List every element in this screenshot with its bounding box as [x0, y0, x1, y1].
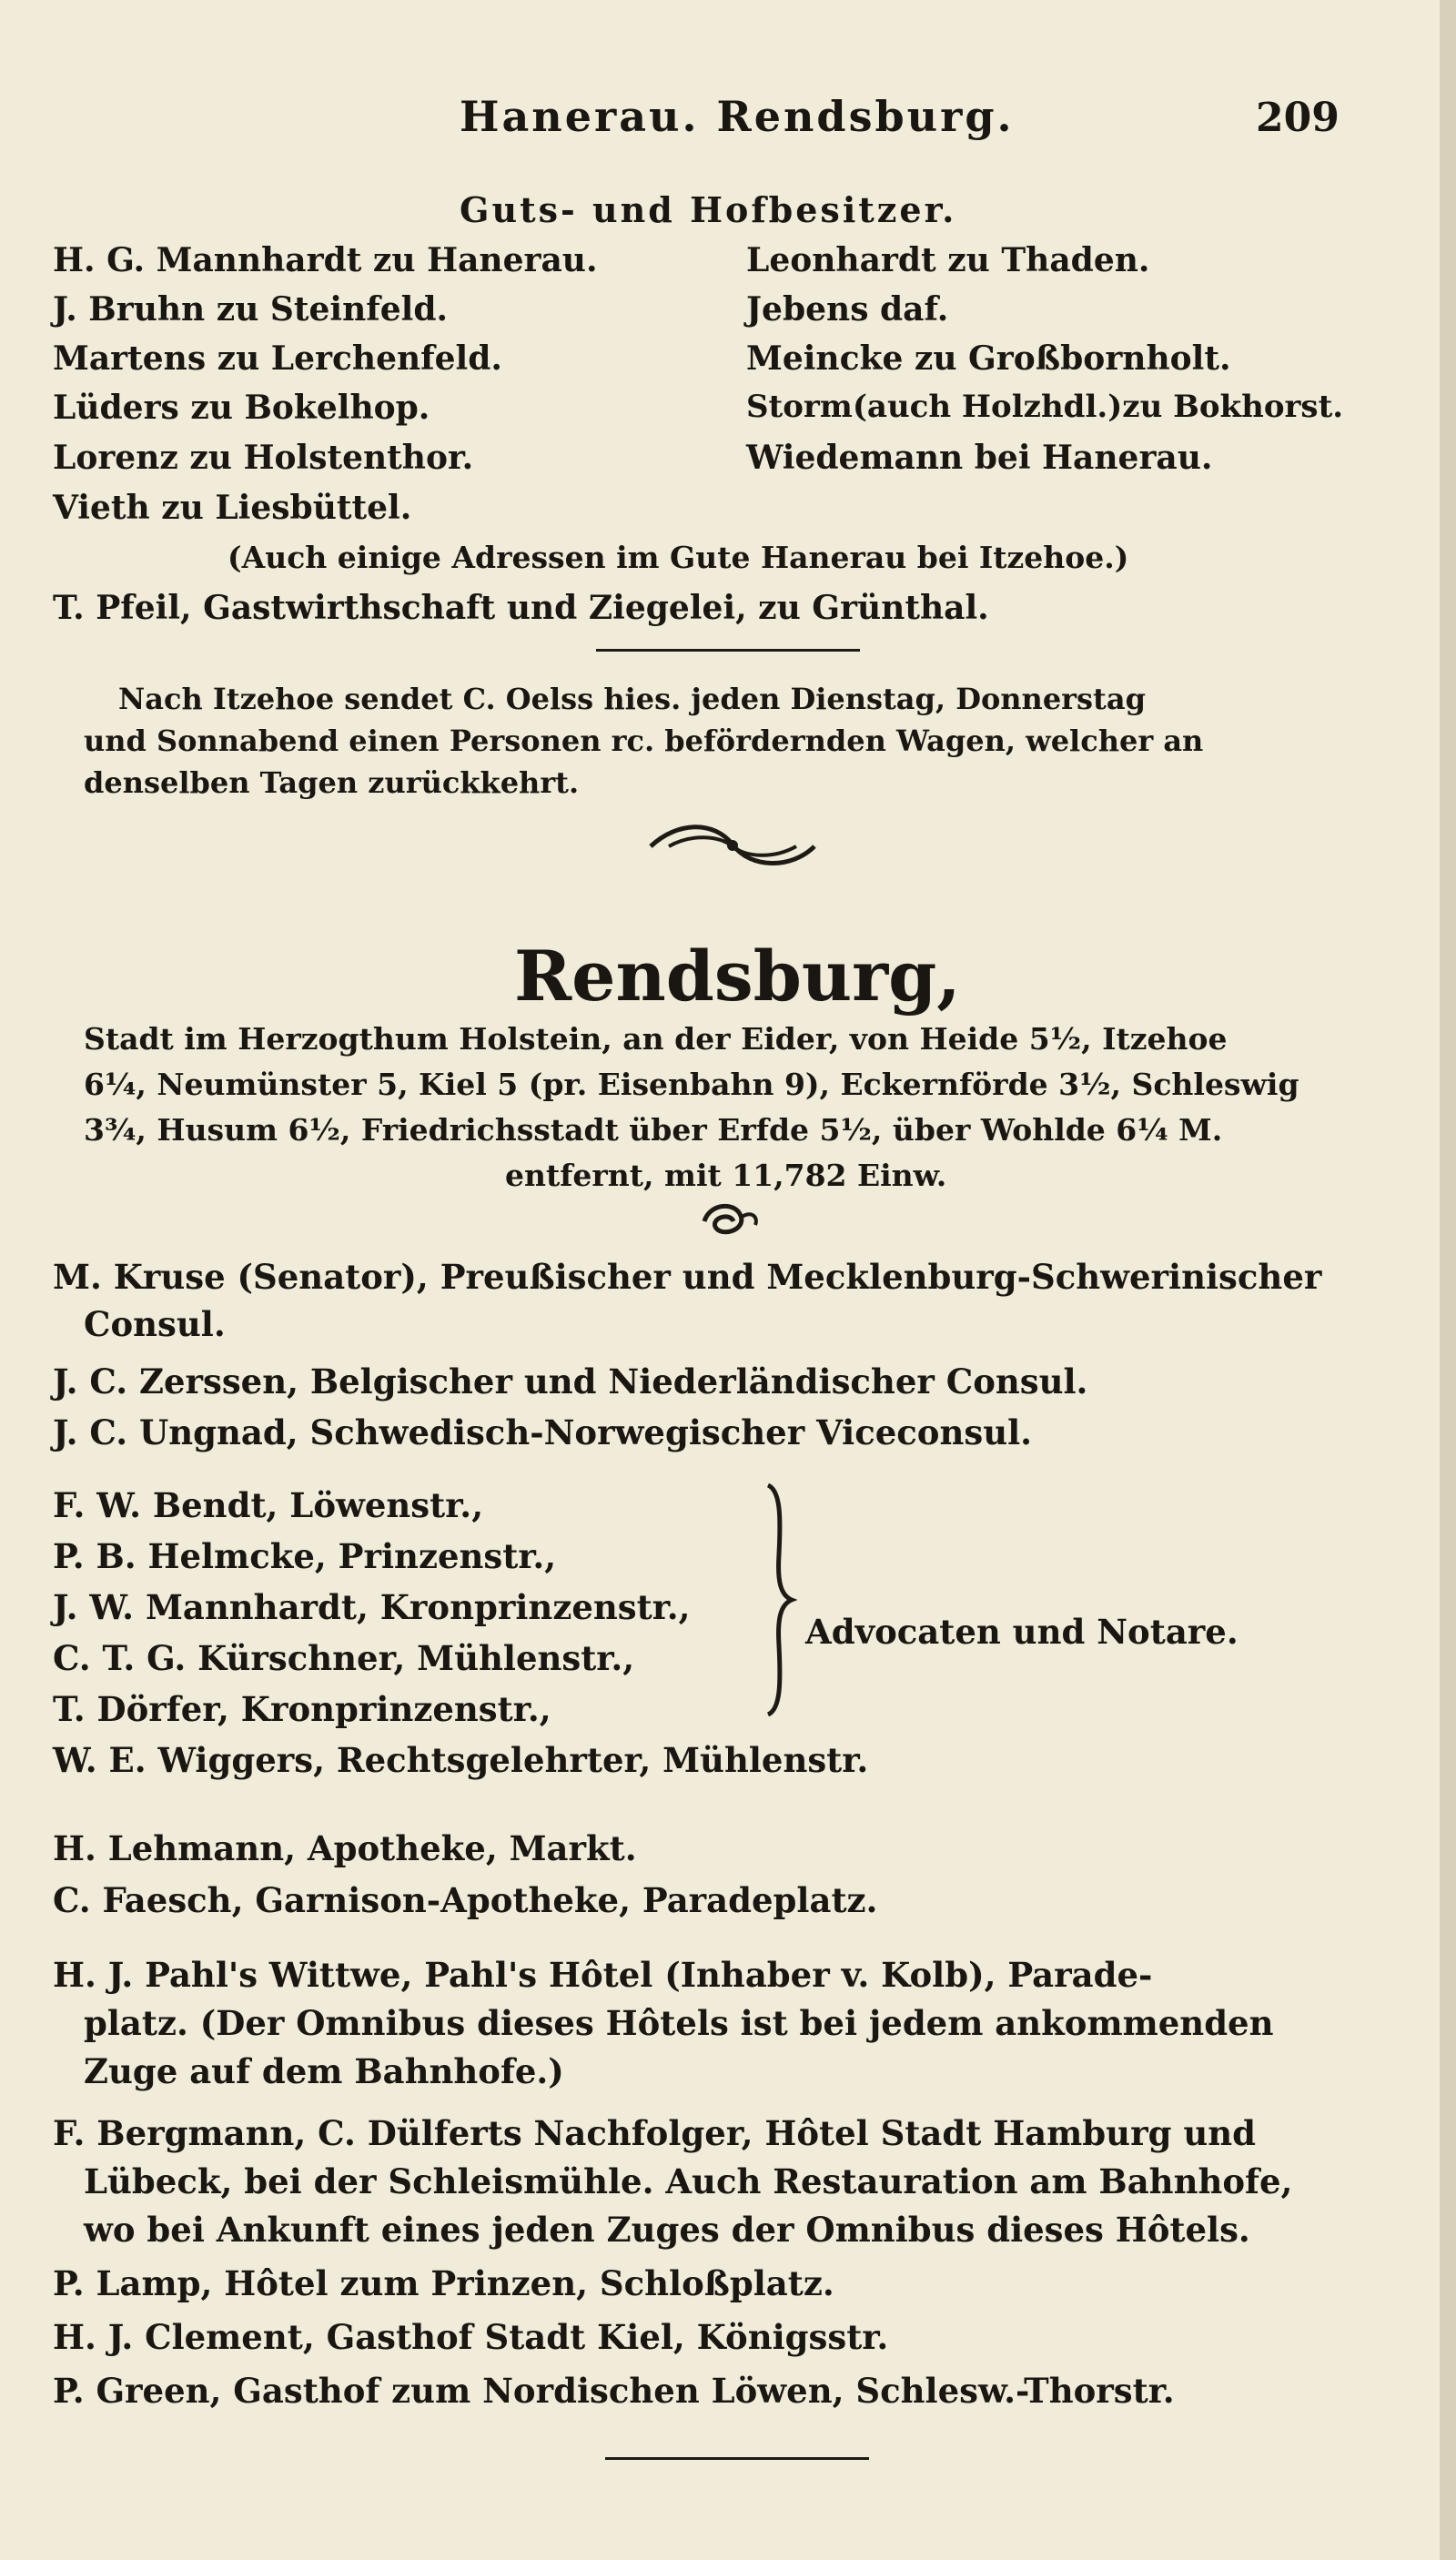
list-item: F. Bergmann, C. Dülferts Nachfolger, Hôtel Stadt Hamburg und	[53, 2113, 1256, 2153]
list-item: J. C. Zerssen, Belgischer und Niederländischer Consul.	[53, 1361, 1088, 1401]
list-item: Martens zu Lerchenfeld.	[53, 339, 502, 378]
list-item: Vieth zu Liesbüttel.	[53, 489, 412, 527]
small-ornament-icon	[693, 1199, 766, 1241]
list-item: C. T. G. Kürschner, Mühlenstr.,	[53, 1638, 635, 1678]
description-line: entfernt, mit 11,782 Einw.	[505, 1158, 947, 1193]
divider	[596, 649, 860, 652]
list-item: H. J. Pahl's Wittwe, Pahl's Hôtel (Inhaber v. Kolb), Parade-	[53, 1955, 1153, 1995]
brace-icon	[761, 1482, 797, 1718]
list-item: T. Dörfer, Kronprinzenstr.,	[53, 1689, 551, 1729]
description-line: Stadt im Herzogthum Holstein, an der Eider, von Heide 5½, Itzehoe	[84, 1021, 1228, 1057]
transport-line: Nach Itzehoe sendet C. Oelss hies. jeden Dienstag, Donnerstag	[118, 682, 1146, 716]
page-edge	[1440, 0, 1456, 2560]
advocates-label: Advocaten und Notare.	[805, 1612, 1239, 1652]
list-item: Wiedemann bei Hanerau.	[746, 439, 1213, 477]
list-item: J. Bruhn zu Steinfeld.	[53, 290, 449, 329]
list-item: J. C. Ungnad, Schwedisch-Norwegischer Viceconsul.	[53, 1412, 1033, 1452]
list-item: P. B. Helmcke, Prinzenstr.,	[53, 1536, 557, 1576]
list-item: W. E. Wiggers, Rechtsgelehrter, Mühlenstr.	[53, 1740, 869, 1780]
list-item: H. Lehmann, Apotheke, Markt.	[53, 1828, 637, 1868]
town-title: Rendsburg,	[514, 936, 961, 1017]
list-item: H. J. Clement, Gasthof Stadt Kiel, Königsstr.	[53, 2317, 889, 2357]
description-line: 6¼, Neumünster 5, Kiel 5 (pr. Eisenbahn 9), Eckernförde 3½, Schleswig	[84, 1067, 1299, 1102]
list-item: F. W. Bendt, Löwenstr.,	[53, 1485, 484, 1525]
transport-line: und Sonnabend einen Personen rc. befördernden Wagen, welcher an	[84, 723, 1204, 758]
list-item: C. Faesch, Garnison-Apotheke, Paradeplatz.	[53, 1880, 878, 1920]
running-title: Hanerau. Rendsburg.	[460, 92, 1015, 141]
section-heading: Guts- und Hofbesitzer.	[460, 189, 957, 230]
list-item: Lübeck, bei der Schleismühle. Auch Restauration am Bahnhofe,	[84, 2161, 1293, 2201]
description-line: 3¾, Husum 6½, Friedrichsstadt über Erfde 5½, über Wohlde 6¼ M.	[84, 1112, 1223, 1148]
list-item: Consul.	[84, 1304, 226, 1344]
list-item: Storm(auch Holzhdl.)zu Bokhorst.	[746, 389, 1344, 425]
list-item: Leonhardt zu Thaden.	[746, 241, 1150, 279]
list-item: Jebens daf.	[746, 290, 949, 329]
inn-entry: T. Pfeil, Gastwirthschaft und Ziegelei, zu Grünthal.	[53, 589, 989, 627]
ornament-flourish-icon	[642, 819, 824, 874]
address-note: (Auch einige Adressen im Gute Hanerau bei Itzehoe.)	[228, 540, 1129, 575]
transport-line: denselben Tagen zurückkehrt.	[84, 765, 580, 800]
list-item: H. G. Mannhardt zu Hanerau.	[53, 241, 598, 279]
list-item: wo bei Ankunft eines jeden Zuges der Omnibus dieses Hôtels.	[84, 2210, 1250, 2250]
page-number: 209	[1256, 95, 1340, 141]
list-item: Zuge auf dem Bahnhofe.)	[84, 2051, 564, 2091]
list-item: Meincke zu Großbornholt.	[746, 339, 1231, 378]
list-item: M. Kruse (Senator), Preußischer und Mecklenburg-Schwerinischer	[53, 1257, 1322, 1297]
list-item: P. Green, Gasthof zum Nordischen Löwen, Schlesw.-Thorstr.	[53, 2371, 1175, 2411]
list-item: Lorenz zu Holstenthor.	[53, 439, 474, 477]
list-item: J. W. Mannhardt, Kronprinzenstr.,	[53, 1587, 691, 1627]
bottom-divider	[605, 2457, 869, 2460]
list-item: Lüders zu Bokelhop.	[53, 389, 430, 427]
list-item: P. Lamp, Hôtel zum Prinzen, Schloßplatz.	[53, 2263, 834, 2303]
list-item: platz. (Der Omnibus dieses Hôtels ist bei jedem ankommenden	[84, 2003, 1274, 2043]
